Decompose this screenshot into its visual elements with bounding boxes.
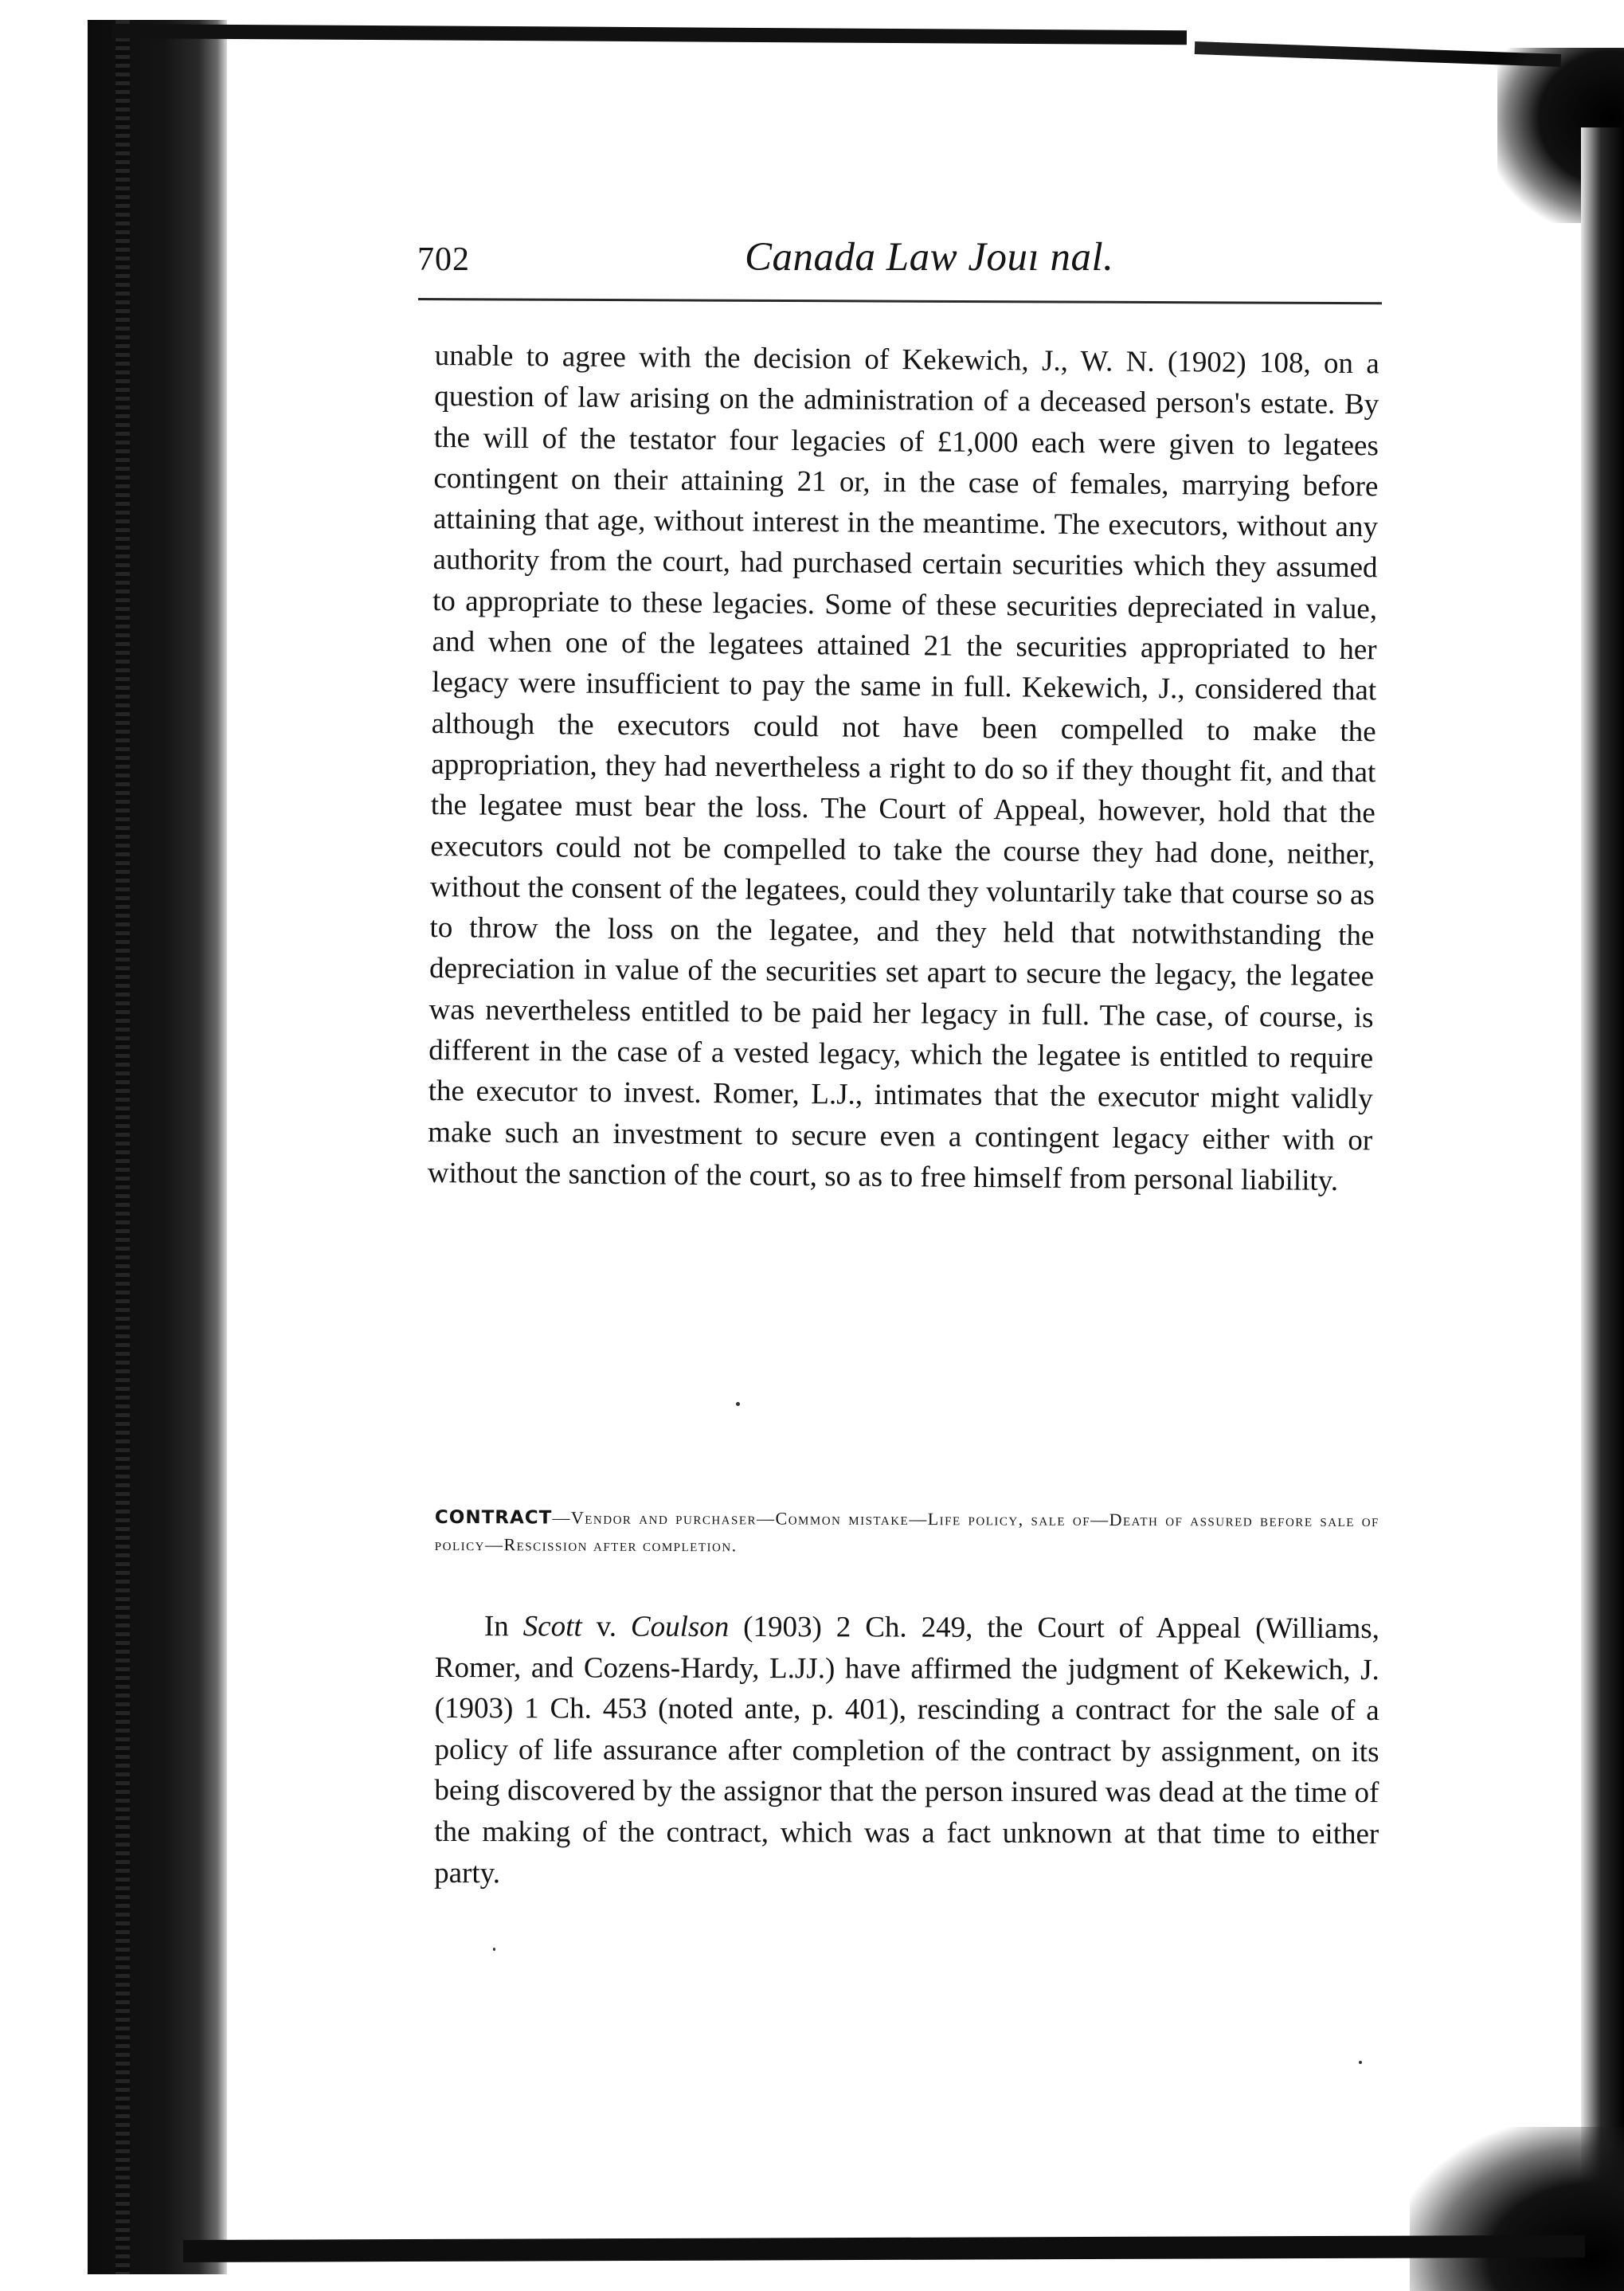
binding-strip xyxy=(115,20,130,2274)
body-paragraph-2 xyxy=(434,1606,1379,1896)
top-page-edge xyxy=(112,24,1187,45)
scan-speck xyxy=(493,1948,495,1951)
header-rule xyxy=(418,298,1382,304)
section-heading xyxy=(435,1504,1379,1561)
paragraph-2-body: (1903) 2 Ch. 249, the Court of Appeal (Williams, Romer, and Cozens-Hardy, L.JJ.) have affirmed the judgment of Kekewich, J. (1903) 1 Ch. 453 (noted ante, p. 401), rescinding a contract for the sale of a policy of life assurance after completion of the contract by assignment, on its being discovered by the assignor that the person insured was dead at the time of the making of the contract, which was a fact unknown at that time to either party. xyxy=(434,1610,1379,1890)
binding-edge xyxy=(88,20,227,2274)
bottom-right-corner-shadow xyxy=(1410,2127,1624,2291)
journal-title: Canada Law Jouı nal. xyxy=(745,235,1114,280)
paragraph-2-intro: In xyxy=(483,1610,523,1643)
scan-speck xyxy=(1359,2061,1362,2064)
section-heading-subject: —Vendor and purchaser—Common mistake—Life policy, sale of—Death of assured before sale of policy—Rescission after completion. xyxy=(434,1507,1379,1556)
bottom-page-edge xyxy=(183,2235,1585,2262)
body-paragraph-1: unable to agree with the decision of Kekewich, J., W. N. (1902) 108, on a question of law arising on the administration of a deceased person's estate. By the will of the testator four legacies of £1,000 each were given to legatees contingent on their attaining 21 or, in the case of females, marrying before attaining that age, without interest in the meantime. The executors, without any authority from the court, had purchased certain securities which they assumed to appropriate to these legacies. Some of these securities depreciated in value, and when one of the legatees attained 21 the securities appropriated to her legacy were insufficient to pay the same in full. Kekewich, J., considered that although the executors could not have been compelled to make the appropriation, they had nevertheless a right to do so if they thought fit, and that the legatee must bear the loss. The Court of Appeal, however, hold that the executors could not be compelled to take the course they had done, neither, without the consent of the legatees, could they voluntarily take that course so as to throw the loss on the legatee, and they held that notwithstanding the depreciation in value of the securities set apart to secure the legacy, the legatee was nevertheless entitled to be paid her legacy in full. The case, of course, is different in the case of a vested legacy, which the legatee is entitled to require the executor to invest. Romer, L.J., intimates that the executor might validly make such an investment to secure even a contingent legacy either with or without the sanction of the court, so as to free himself from personal liability. xyxy=(427,339,1379,1197)
page-number: 702 xyxy=(417,241,470,278)
case-versus: v. xyxy=(581,1610,631,1643)
case-party-1: Scott xyxy=(522,1610,582,1643)
section-heading-lead: CONTRACT xyxy=(434,1507,553,1529)
scan-speck xyxy=(736,1402,740,1406)
right-page-edge xyxy=(1581,127,1624,2215)
case-party-2: Coulson xyxy=(630,1610,730,1643)
